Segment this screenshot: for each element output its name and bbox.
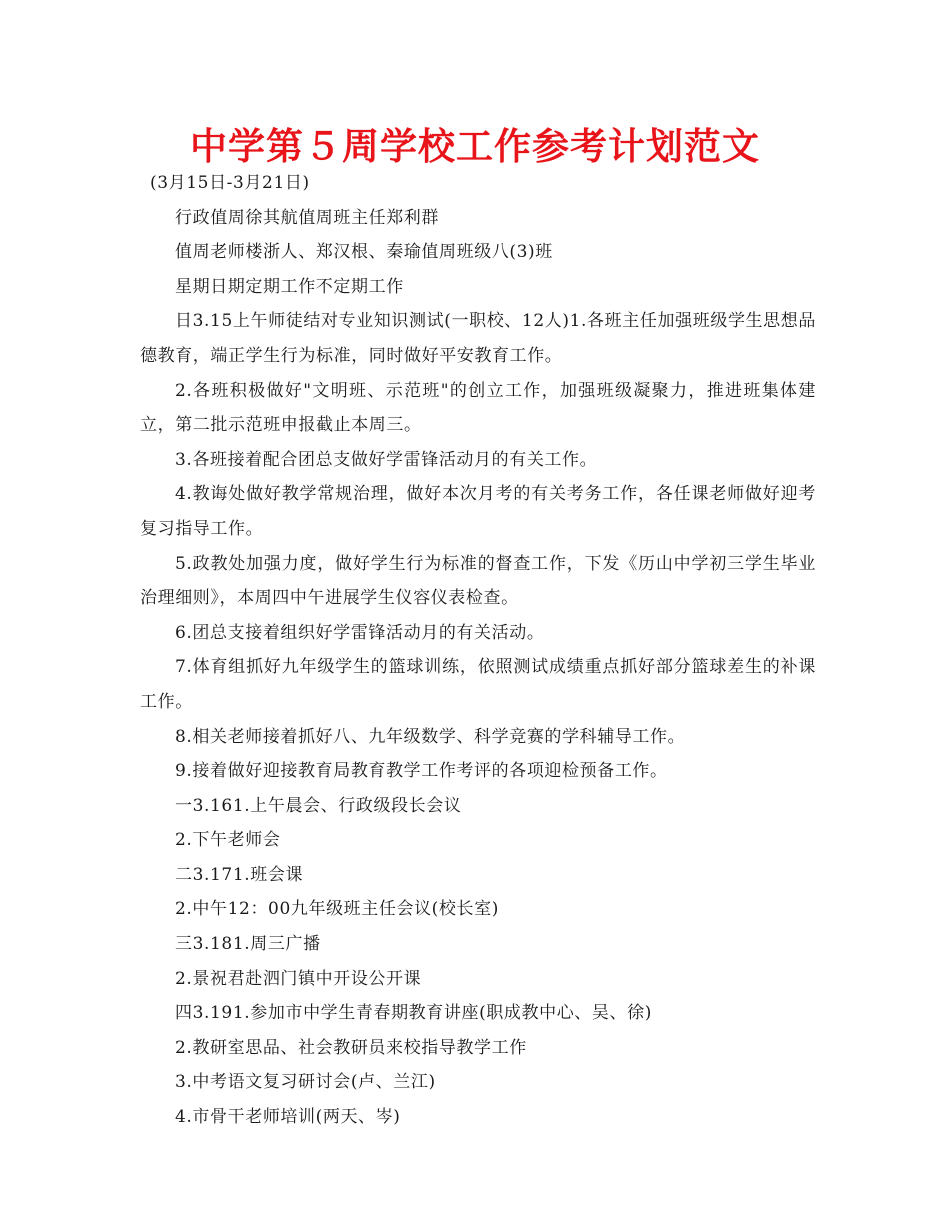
paragraph: 6.团总支接着组织好学雷锋活动月的有关活动。 — [175, 622, 545, 643]
document-body — [140, 166, 816, 1135]
paragraph: 4.教诲处做好教学常规治理，做好本次月考的有关考务工作，各任课老师做好迎考复习指导工作。 — [140, 484, 816, 539]
paragraph: 5.政教处加强力度，做好学生行为标准的督查工作，下发《历山中学初三学生毕业治理细则》，本周四中午进展学生仪容仪表检查。 — [140, 553, 816, 609]
paragraph: 二3.171.班会课 — [175, 864, 304, 885]
paragraph: 2.各班积极做好"文明班、示范班"的创立工作，加强班级凝聚力，推进班集体建立，第二批示范班申报截止本周三。 — [140, 380, 816, 436]
paragraph: 2.教研室思品、社会教研员来校指导教学工作 — [175, 1037, 527, 1058]
paragraph: 8.相关老师接着抓好八、九年级数学、科学竞赛的学科辅导工作。 — [175, 726, 686, 747]
paragraph: 四3.191.参加市中学生青春期教育讲座(职成教中心、吴、徐) — [175, 1003, 652, 1024]
paragraph: 行政值周徐其航值周班主任郑利群 — [175, 207, 439, 228]
paragraph: 9.接着做好迎接教育局教育教学工作考评的各项迎检预备工作。 — [175, 761, 668, 782]
paragraph: 一3.161.上午晨会、行政级段长会议 — [175, 795, 462, 816]
paragraph: 三3.181.周三广播 — [175, 934, 321, 955]
date-range: (3月15日-3月21日) — [150, 173, 310, 193]
paragraph: 2.景祝君赴泗门镇中开设公开课 — [175, 968, 422, 989]
paragraph: 2.中午12：00九年级班主任会议(校长室) — [175, 899, 499, 920]
document-title: 中学第５周学校工作参考计划范文 — [190, 125, 760, 168]
paragraph: 星期日期定期工作不定期工作 — [175, 276, 404, 297]
paragraph: 2.下午老师会 — [175, 830, 281, 851]
paragraph: 值周老师楼浙人、郑汉根、秦瑜值周班级八(3)班 — [175, 242, 553, 263]
paragraph: 4.市骨干老师培训(两天、岑) — [175, 1107, 401, 1128]
paragraph: 3.各班接着配合团总支做好学雷锋活动月的有关工作。 — [175, 449, 598, 470]
paragraph: 日3.15上午师徒结对专业知识测试(一职校、12人)1.各班主任加强班级学生思想品德教育，端正学生行为标准，同时做好平安教育工作。 — [140, 311, 816, 366]
paragraph: 3.中考语文复习研讨会(卢、兰江) — [175, 1072, 436, 1093]
paragraph: 7.体育组抓好九年级学生的篮球训练，依照测试成绩重点抓好部分篮球差生的补课工作。 — [140, 657, 816, 712]
